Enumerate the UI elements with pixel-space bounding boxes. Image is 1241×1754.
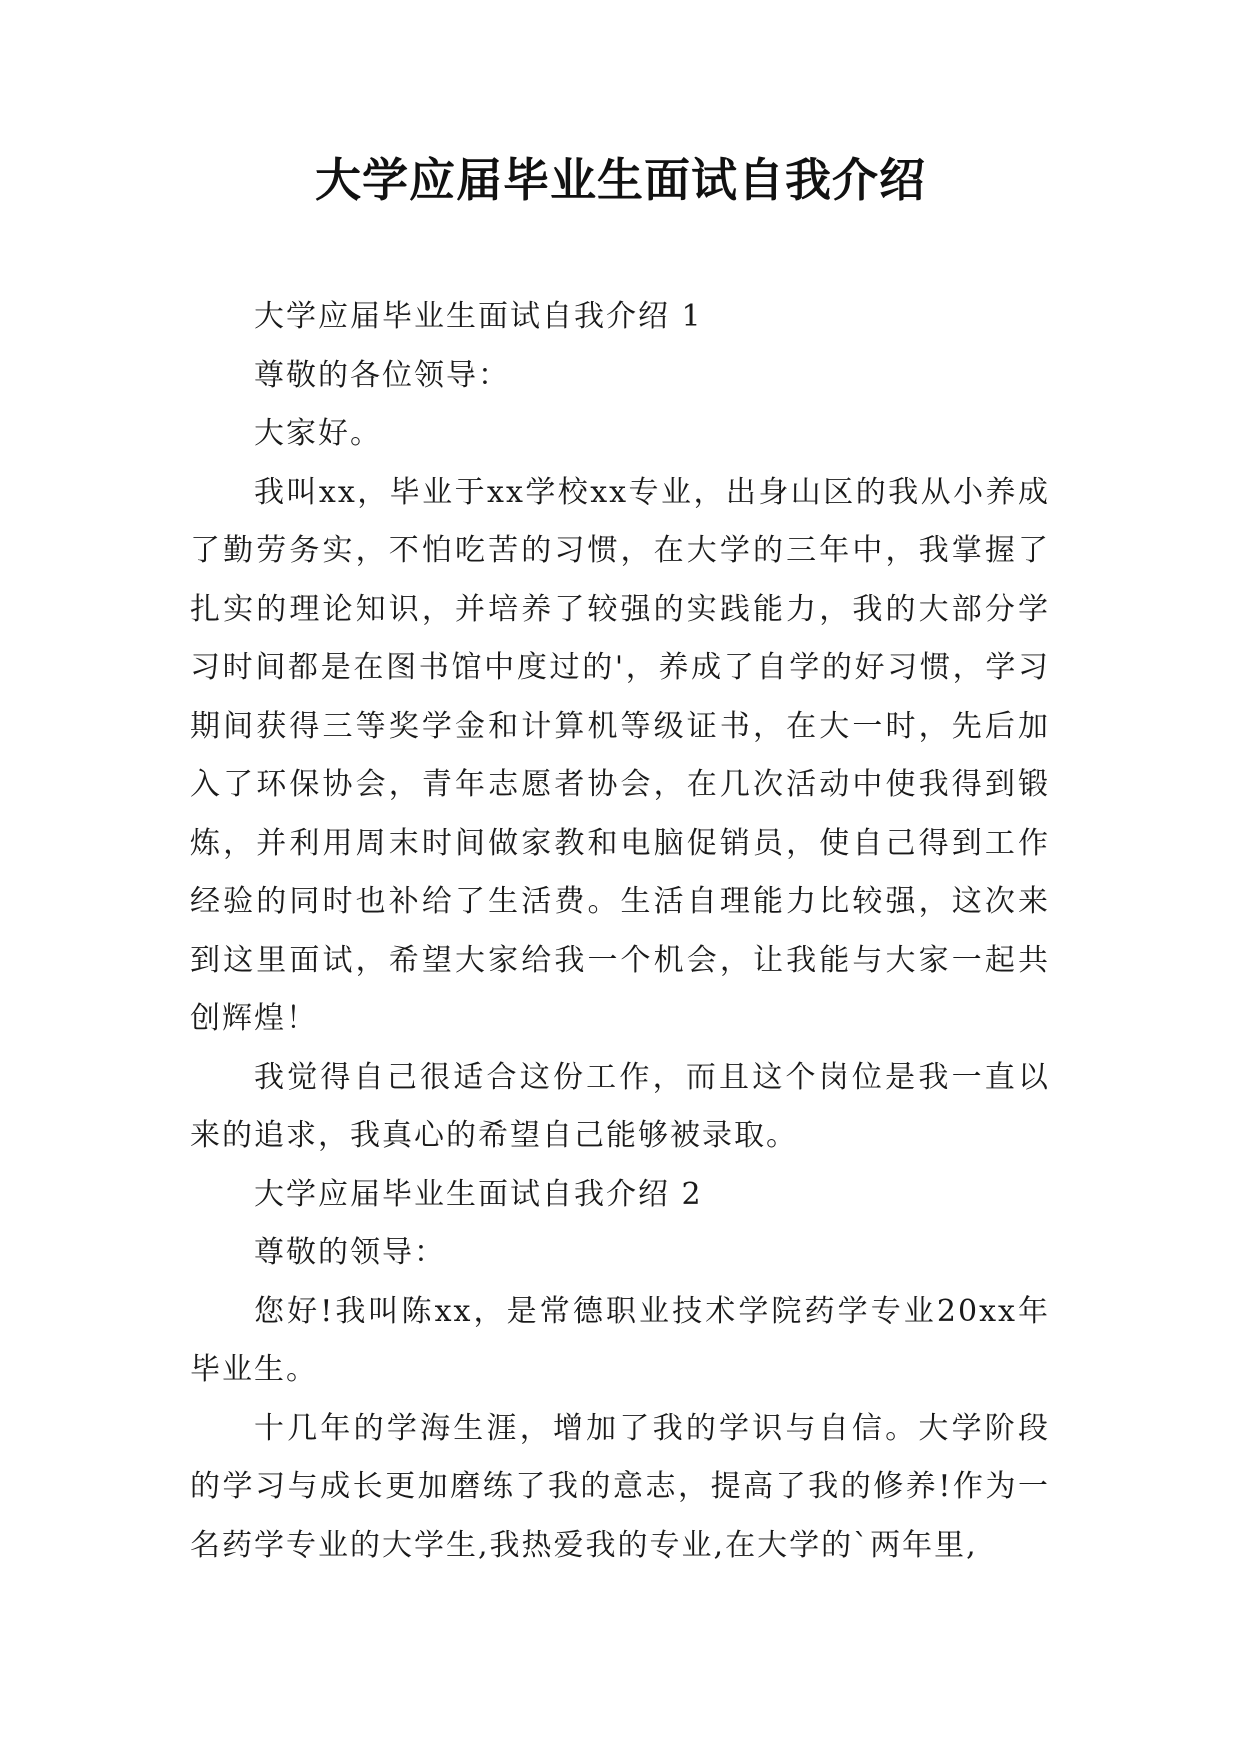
document-body bbox=[190, 288, 1050, 1575]
body-paragraph-4: 十几年的学海生涯，增加了我的学识与自信。大学阶段的学习与成长更加磨练了我的意志，提高了我的修养!作为一名药学专业的大学生,我热爱我的专业,在大学的`两年里, bbox=[190, 1410, 1050, 1563]
body-paragraph-2: 我觉得自己很适合这份工作，而且这个岗位是我一直以来的追求，我真心的希望自己能够被录取。 bbox=[190, 1059, 1050, 1153]
section-heading-2: 大学应届毕业生面试自我介绍 2 bbox=[254, 1176, 703, 1212]
salutation-2: 尊敬的领导： bbox=[254, 1235, 446, 1270]
document-title: 大学应届毕业生面试自我介绍 bbox=[315, 153, 926, 207]
section-heading-1: 大学应届毕业生面试自我介绍 1 bbox=[254, 299, 703, 334]
salutation-1: 尊敬的各位领导： bbox=[254, 357, 510, 393]
body-paragraph-1: 我叫xx，毕业于xx学校xx专业，出身山区的我从小养成了勤劳务实，不怕吃苦的习惯，在大学的三年中，我掌握了扎实的理论知识，并培养了较强的实践能力，我的大部分学习时间都是在图书馆中度过的'，养成了自学的好习惯，学习期间获得三等奖学金和计算机等级证书，在大一时，先后加入了环保协会，青年志愿者协会，在几次活动中使我得到锻炼，并利用周末时间做家教和电脑促销员，使自己得到工作经验的同时也补给了生活费。生活自理能力比较强，这次来到这里面试，希望大家给我一个机会，让我能与大家一起共创辉煌！ bbox=[190, 474, 1050, 1036]
greeting-1: 大家好。 bbox=[254, 416, 382, 451]
body-paragraph-3: 您好!我叫陈xx，是常德职业技术学院药学专业20xx年毕业生。 bbox=[190, 1293, 1050, 1387]
